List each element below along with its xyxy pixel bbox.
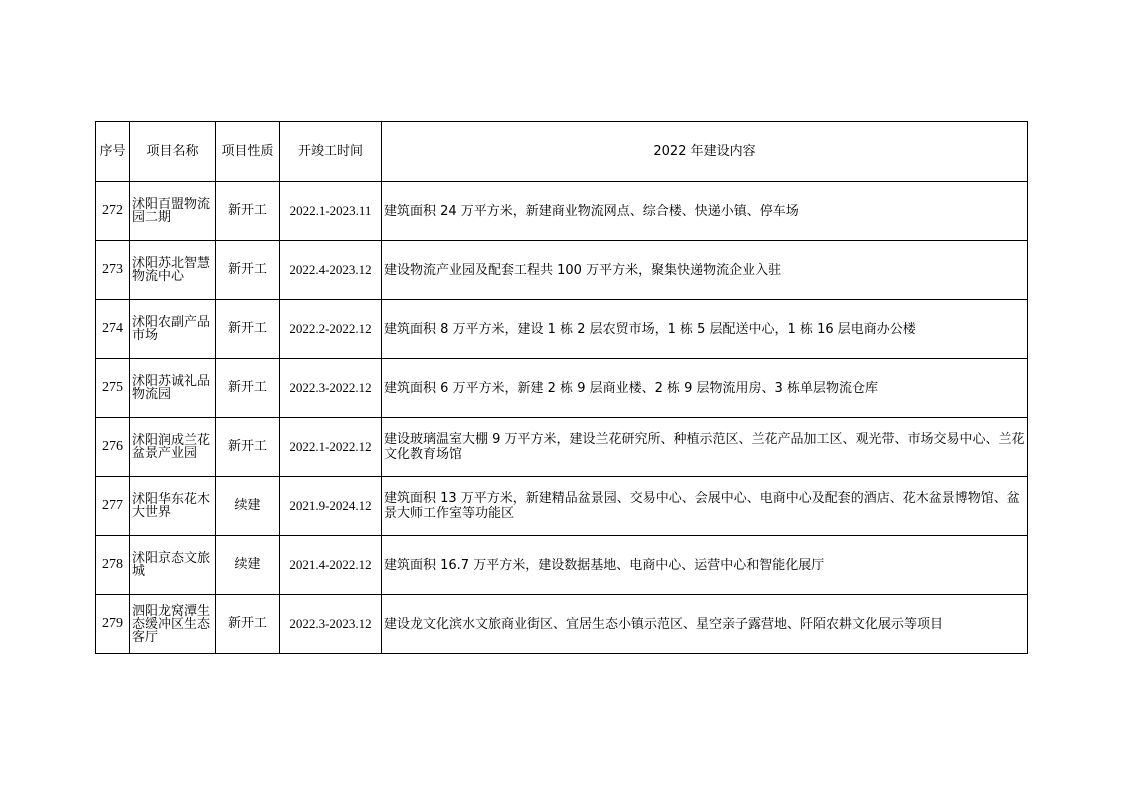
row-content — [382, 595, 1028, 654]
row-index: 278 — [96, 536, 130, 595]
project-name-text: 沭阳京态文旅城 — [132, 551, 211, 579]
row-nature: 新开工 — [216, 418, 280, 477]
row-project-name — [130, 536, 216, 595]
row-index: 276 — [96, 418, 130, 477]
project-name-text: 沭阳华东花木大世界 — [132, 492, 211, 520]
table-row — [96, 595, 1028, 654]
row-project-name — [130, 182, 216, 241]
row-nature: 新开工 — [216, 182, 280, 241]
header-index: 序号 — [96, 122, 130, 182]
row-index: 275 — [96, 359, 130, 418]
row-period: 2022.3-2023.12 — [280, 595, 382, 654]
row-nature: 新开工 — [216, 300, 280, 359]
row-nature: 新开工 — [216, 595, 280, 654]
row-content — [382, 300, 1028, 359]
row-index: 274 — [96, 300, 130, 359]
table-row — [96, 359, 1028, 418]
content-text: 建筑面积 13 万平方米，新建精品盆景园、交易中心、会展中心、电商中心及配套的酒店、花木盆景博物馆、盆景大师工作室等功能区 — [384, 491, 1020, 521]
row-period: 2022.1-2023.11 — [280, 182, 382, 241]
row-project-name — [130, 418, 216, 477]
row-period: 2022.2-2022.12 — [280, 300, 382, 359]
content-text: 建设物流产业园及配套工程共 100 万平方米，聚集快递物流企业入驻 — [384, 262, 782, 278]
row-index: 279 — [96, 595, 130, 654]
row-period: 2022.4-2023.12 — [280, 241, 382, 300]
table-row — [96, 536, 1028, 595]
row-index: 277 — [96, 477, 130, 536]
row-index: 273 — [96, 241, 130, 300]
project-name-text: 沭阳农副产品市场 — [132, 315, 211, 343]
content-text: 建筑面积 6 万平方米，新建 2 栋 9 层商业楼、2 栋 9 层物流用房、3 栋单层物流仓库 — [384, 380, 878, 396]
row-period: 2021.9-2024.12 — [280, 477, 382, 536]
table-row — [96, 418, 1028, 477]
row-content — [382, 241, 1028, 300]
project-name-text: 沭阳苏北智慧物流中心 — [132, 256, 211, 284]
table-header-row — [96, 122, 1028, 182]
row-project-name — [130, 300, 216, 359]
row-index: 272 — [96, 182, 130, 241]
table-row — [96, 182, 1028, 241]
row-project-name — [130, 595, 216, 654]
project-name-text: 沭阳苏诚礼品物流园 — [132, 374, 211, 402]
row-project-name — [130, 477, 216, 536]
row-nature: 新开工 — [216, 359, 280, 418]
header-name: 项目名称 — [130, 122, 216, 182]
row-content — [382, 182, 1028, 241]
project-table — [95, 121, 1028, 654]
table-row — [96, 241, 1028, 300]
header-content: 2022 年建设内容 — [382, 122, 1028, 182]
row-nature: 续建 — [216, 536, 280, 595]
project-name-text: 泗阳龙窝潭生态缓冲区生态客厅 — [132, 603, 211, 645]
content-text: 建设玻璃温室大棚 9 万平方米，建设兰花研究所、种植示范区、兰花产品加工区、观光带、市场交易中心、兰花文化教育场馆 — [384, 432, 1025, 462]
table-row — [96, 477, 1028, 536]
content-text: 建筑面积 16.7 万平方米，建设数据基地、电商中心、运营中心和智能化展厅 — [384, 557, 825, 573]
project-name-text: 沭阳润成兰花盆景产业园 — [132, 433, 211, 461]
content-text: 建筑面积 8 万平方米，建设 1 栋 2 层农贸市场，1 栋 5 层配送中心，1 栋 16 层电商办公楼 — [384, 321, 916, 337]
row-project-name — [130, 359, 216, 418]
row-nature: 新开工 — [216, 241, 280, 300]
header-nature: 项目性质 — [216, 122, 280, 182]
row-content — [382, 418, 1028, 477]
row-content — [382, 477, 1028, 536]
row-period: 2022.3-2022.12 — [280, 359, 382, 418]
project-name-text: 沭阳百盟物流园二期 — [132, 197, 211, 225]
row-content — [382, 536, 1028, 595]
row-period: 2022.1-2022.12 — [280, 418, 382, 477]
header-period: 开竣工时间 — [280, 122, 382, 182]
content-text: 建筑面积 24 万平方米，新建商业物流网点、综合楼、快递小镇、停车场 — [384, 203, 799, 219]
row-project-name — [130, 241, 216, 300]
row-nature: 续建 — [216, 477, 280, 536]
row-content — [382, 359, 1028, 418]
table-row — [96, 300, 1028, 359]
content-text: 建设龙文化滨水文旅商业街区、宜居生态小镇示范区、星空亲子露营地、阡陌农耕文化展示等项目 — [384, 616, 944, 632]
row-period: 2021.4-2022.12 — [280, 536, 382, 595]
